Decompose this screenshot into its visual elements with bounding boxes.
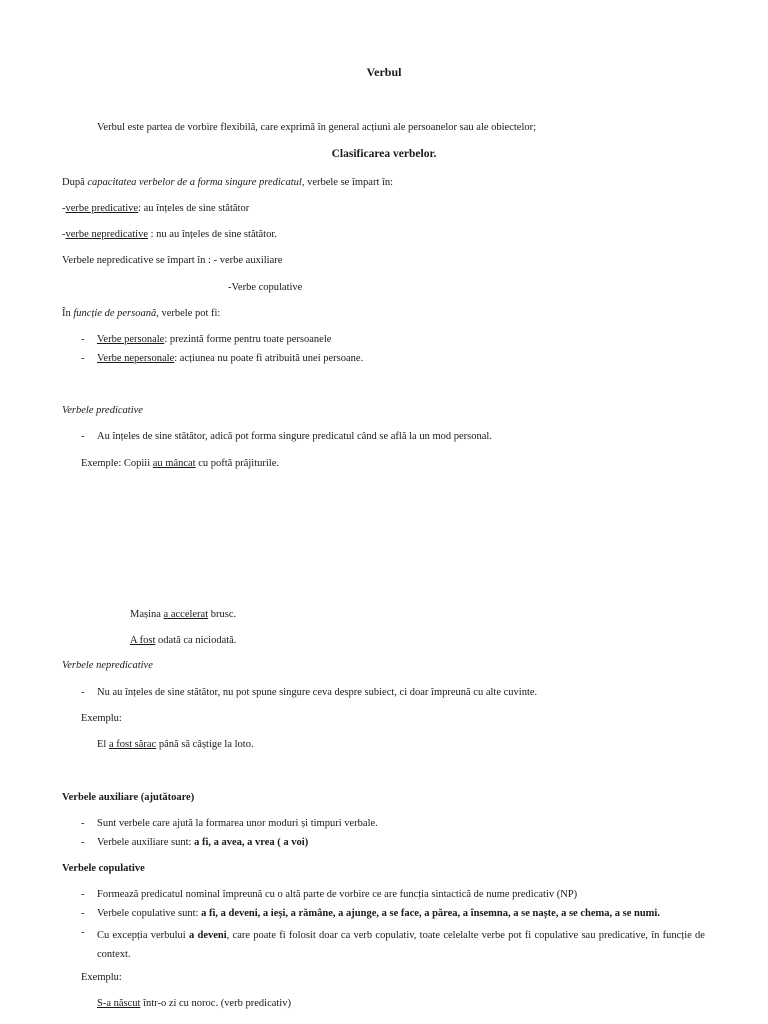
list-item: Verbe nepersonale: acțiunea nu poate fi atribuită unei persoane. xyxy=(97,353,364,364)
intro-paragraph: Verbul este partea de vorbire flexibilă, care exprimă în general acțiuni ale persoanelor sau ale obiectelor; xyxy=(97,122,537,133)
bullet-dash: - xyxy=(81,889,85,900)
nepredicative-heading: Verbele nepredicative xyxy=(62,660,153,671)
bullet-dash: - xyxy=(81,818,85,829)
example-line: S-a născut într-o zi cu noroc. (verb predicativ) xyxy=(97,998,291,1009)
example-line: A fost odată ca niciodată. xyxy=(130,635,237,646)
list-item: Sunt verbele care ajută la formarea unor moduri și timpuri verbale. xyxy=(97,818,378,829)
list-item: Cu excepția verbului a deveni, care poate fi folosit doar ca verb copulativ, toate celelalte verbe pot fi copulative sau predicative, în funcție de context. xyxy=(97,930,705,960)
page-title: Verbul xyxy=(366,65,402,79)
list-item: Formează predicatul nominal împreună cu o altă parte de vorbire ce are funcția sintactică de nume predicativ (NP) xyxy=(97,889,578,900)
auxiliary-heading: Verbele auxiliare (ajutătoare) xyxy=(62,792,195,803)
nepredicative-definition: -verbe nepredicative : nu au înțeles de sine stătător. xyxy=(62,229,277,240)
list-item: Verbele copulative sunt: a fi, a deveni, a ieși, a rămâne, a ajunge, a se face, a părea, a însemna, a se naște, a se chema, a se numi. xyxy=(97,908,660,919)
example-label: Exemplu: xyxy=(81,713,122,724)
list-item: Nu au înțeles de sine stătător, nu pot spune singure ceva despre subiect, ci doar împreună cu alte cuvinte. xyxy=(97,687,538,698)
bullet-dash: - xyxy=(81,431,85,442)
function-line: În funcție de persoană, verbele pot fi: xyxy=(62,308,221,319)
predicative-heading: Verbele predicative xyxy=(62,405,143,416)
nepredicative-split-copulative: -Verbe copulative xyxy=(228,282,303,293)
example-line: Exemple: Copiii au mâncat cu poftă prăjiturile. xyxy=(81,458,279,469)
nepredicative-split: Verbele nepredicative se împart în : - verbe auxiliare xyxy=(62,255,283,266)
bullet-dash: - xyxy=(81,927,85,938)
list-item: Au înțeles de sine stătător, adică pot forma singure predicatul când se află la un mod personal. xyxy=(97,431,492,442)
bullet-dash: - xyxy=(81,687,85,698)
list-item: Verbe personale: prezintă forme pentru toate persoanele xyxy=(97,334,332,345)
copulative-heading: Verbele copulative xyxy=(62,863,145,874)
section-heading: Clasificarea verbelor. xyxy=(331,148,437,160)
list-item: Verbele auxiliare sunt: a fi, a avea, a vrea ( a voi) xyxy=(97,837,309,848)
predicative-definition: -verbe predicative: au înțeles de sine stătător xyxy=(62,203,250,214)
bullet-dash: - xyxy=(81,334,85,345)
example-line: El a fost sărac până să câștige la loto. xyxy=(97,739,254,750)
bullet-dash: - xyxy=(81,353,85,364)
capacity-line: După capacitatea verbelor de a forma singure predicatul, verbele se împart în: xyxy=(62,177,394,188)
bullet-dash: - xyxy=(81,908,85,919)
example-line: Mașina a accelerat brusc. xyxy=(130,609,237,620)
example-label: Exemplu: xyxy=(81,972,122,983)
bullet-dash: - xyxy=(81,837,85,848)
